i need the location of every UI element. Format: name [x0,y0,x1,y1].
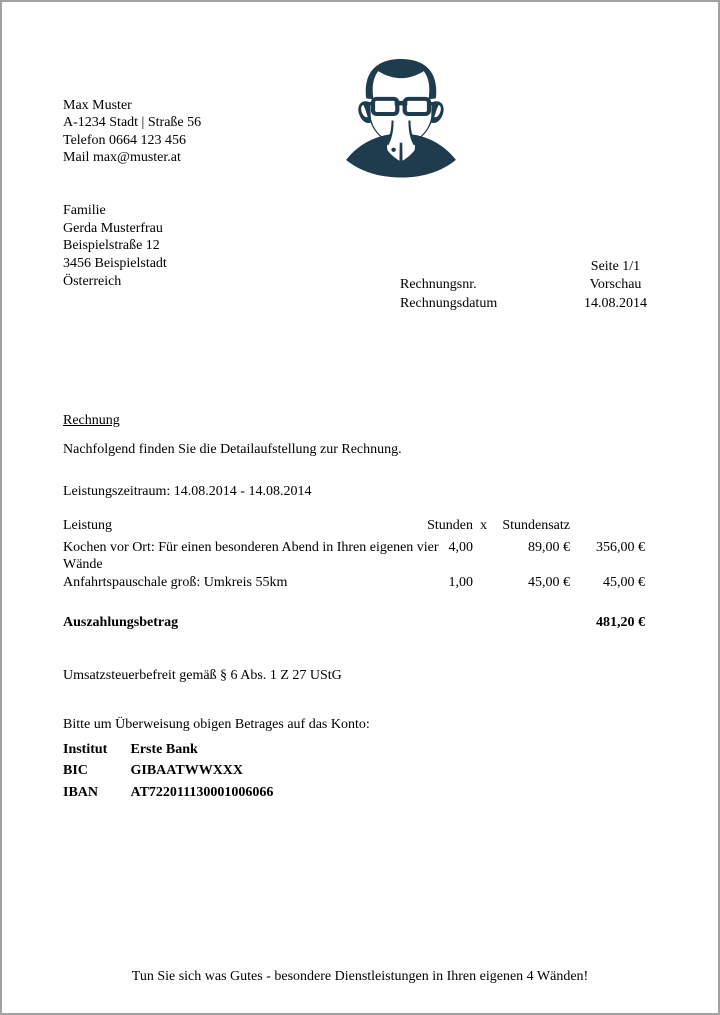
column-header-rate: Stundensatz [502,518,570,533]
recipient-line: Familie [63,203,106,218]
bank-bic-label: BIC [63,763,88,778]
page-number-row [400,258,681,276]
item-amount: 356,00 € [596,539,645,555]
item-rate: 89,00 € [528,539,570,555]
payment-block [63,716,370,803]
recipient-line: Österreich [63,273,122,289]
recipient-line: Gerda Musterfrau [63,220,163,236]
item-hours: 4,00 [448,539,473,555]
total-label: Auszahlungsbetrag [63,615,179,630]
invoice-number-row [400,276,681,294]
recipient-line: Beispielstraße 12 [63,238,160,254]
invoice-number-label: Rechnungsnr. [400,277,477,293]
invoice-date-label: Rechnungsdatum [400,295,498,311]
column-header-service: Leistung [63,518,112,533]
sender-block [63,97,201,166]
bank-institute-label: Institut [63,741,108,757]
bank-iban-value: AT722011130001006066 [130,784,274,800]
item-description: Kochen vor Ort: Für einen besonderen Abend in Ihren eigenen vier Wände [63,539,439,572]
bank-iban-row [63,782,370,804]
item-amount: 45,00 € [603,574,645,590]
invoice-number-value: Vorschau [589,277,642,293]
bank-institute-row [63,739,370,761]
item-hours: 1,00 [448,574,473,590]
bank-bic-row [63,760,370,782]
service-period: Leistungszeitraum: 14.08.2014 - 14.08.2014 [63,484,312,499]
payment-intro: Bitte um Überweisung obigen Betrages auf das Konto: [63,717,370,732]
tax-exemption-note: Umsatzsteuerbefreit gemäß § 6 Abs. 1 Z 27 UStG [63,668,342,683]
recipient-line: 3456 Beispielstadt [63,256,167,272]
bank-iban-label: IBAN [63,784,99,800]
sender-email: Mail max@muster.at [63,149,181,165]
invoice-date-value: 14.08.2014 [584,295,647,311]
line-item-table [63,517,645,591]
intro-text: Nachfolgend finden Sie die Detailaufstellung zur Rechnung. [63,442,402,457]
item-rate: 45,00 € [528,574,570,590]
sender-name: Max Muster [63,98,132,113]
column-header-hours: Stunden [427,518,473,533]
recipient-block [63,202,167,291]
footer-slogan: Tun Sie sich was Gutes - besondere Dienstleistungen in Ihren eigenen 4 Wänden! [131,969,589,984]
total-amount: 481,20 € [596,615,645,630]
item-description: Anfahrtspauschale groß: Umkreis 55km [63,574,288,590]
total-row [63,614,645,632]
column-header-times: x [480,518,487,533]
bank-details [63,739,370,804]
table-header-row [63,517,645,535]
table-row [63,539,645,574]
sender-phone: Telefon 0664 123 456 [63,132,187,148]
page-number: Seite 1/1 [590,259,641,274]
sender-address: A-1234 Stadt | Straße 56 [63,115,202,131]
invoice-date-row [400,295,681,313]
bank-institute-value: Erste Bank [130,741,198,757]
man-with-glasses-logo-icon [345,58,457,179]
bank-bic-value: GIBAATWWXXX [130,763,244,778]
document-title: Rechnung [63,413,120,428]
table-row [63,574,645,592]
invoice-meta-block [400,258,681,313]
